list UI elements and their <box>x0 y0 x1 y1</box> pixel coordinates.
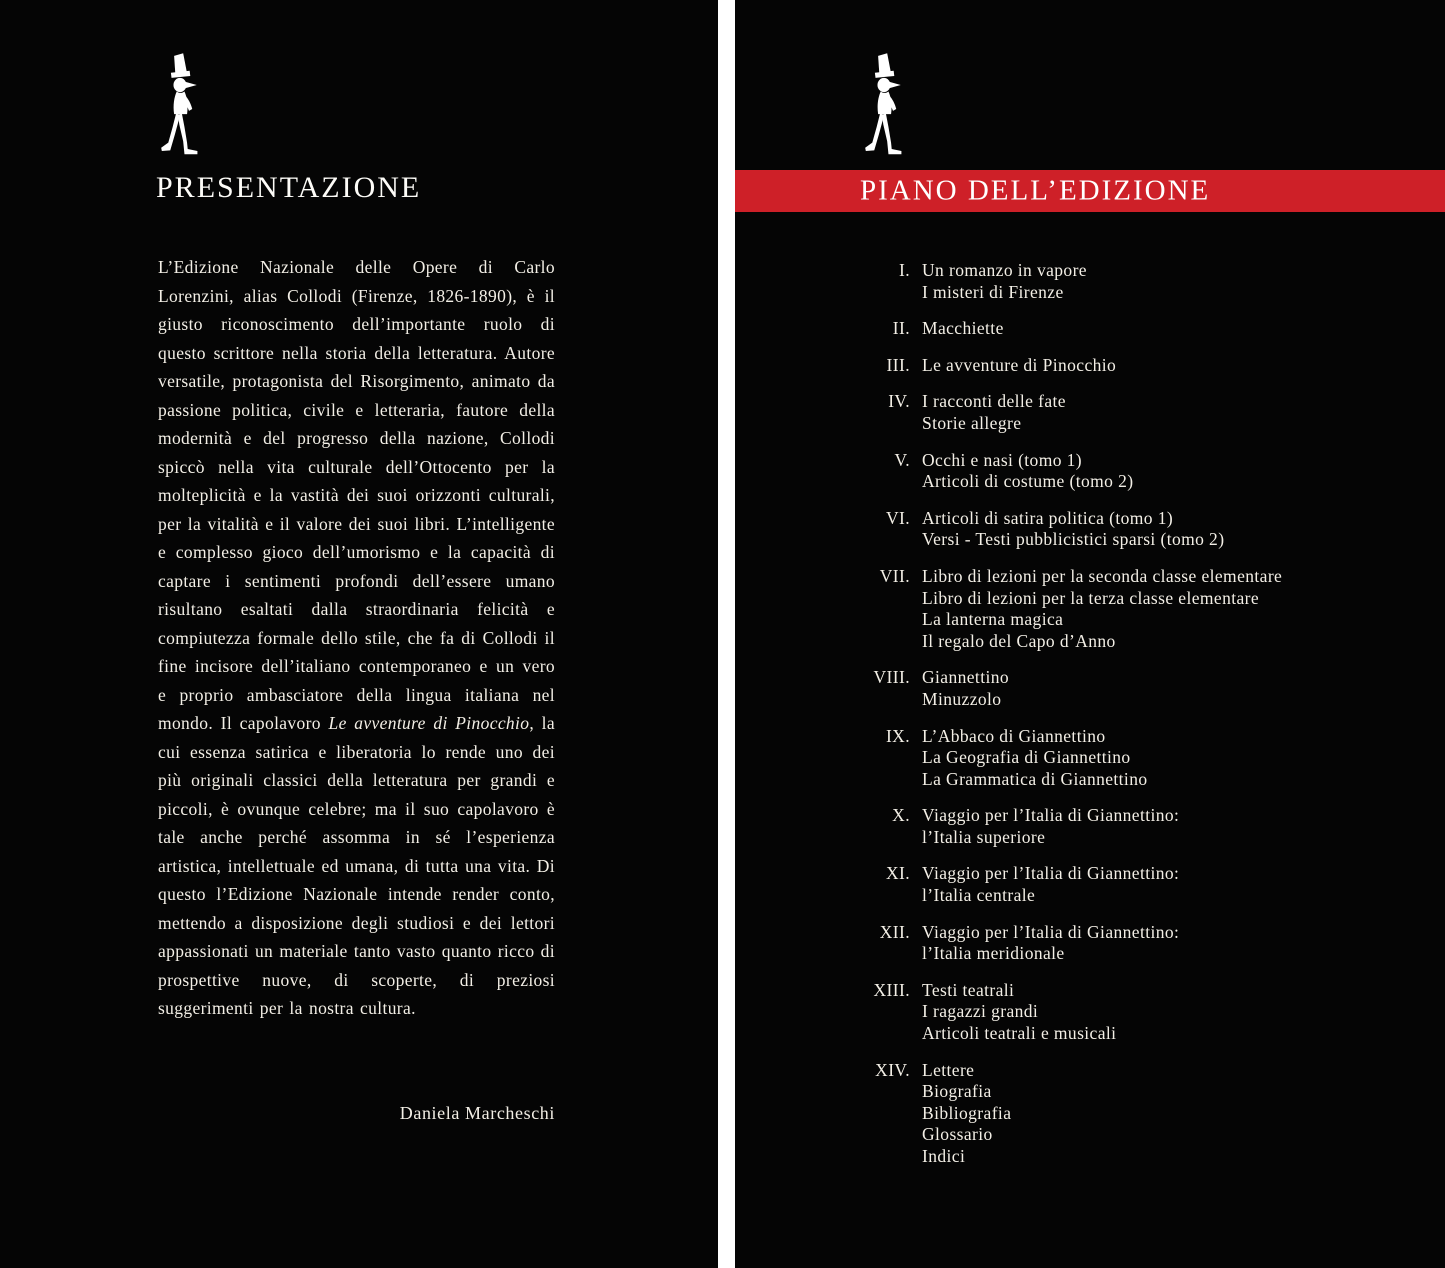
item-line: I racconti delle fate <box>922 391 1066 412</box>
edition-item-5 <box>735 450 1445 493</box>
presentation-text <box>158 253 555 1023</box>
item-numeral: XII. <box>879 921 910 942</box>
item-line: Biografia <box>922 1081 992 1102</box>
author-signature: Daniela Marcheschi <box>399 1103 555 1123</box>
item-line: Testi teatrali <box>922 979 1015 1000</box>
item-numeral: XIV. <box>875 1059 910 1080</box>
item-numeral: VII. <box>879 565 910 586</box>
item-numeral: X. <box>892 805 910 826</box>
item-numeral: III. <box>886 354 910 375</box>
edition-item-9 <box>735 726 1445 791</box>
item-line: I misteri di Firenze <box>922 281 1064 302</box>
item-line: Viaggio per l’Italia di Giannettino: <box>922 863 1180 884</box>
item-numeral: II. <box>892 318 910 339</box>
edition-item-1 <box>735 260 1445 303</box>
item-line: Macchiette <box>922 318 1004 339</box>
edition-item-8 <box>735 667 1445 710</box>
item-line: L’Abbaco di Giannettino <box>922 725 1106 746</box>
pinocchio-silhouette-icon <box>158 52 198 162</box>
item-line: I ragazzi grandi <box>922 1001 1039 1022</box>
item-numeral: VIII. <box>873 667 910 688</box>
item-numeral: VI. <box>885 507 910 528</box>
item-line: Giannettino <box>922 667 1010 688</box>
item-line: l’Italia meridionale <box>922 943 1065 964</box>
page-divider <box>718 0 735 1268</box>
item-line: Storie allegre <box>922 412 1022 433</box>
item-line: Il regalo del Capo d’Anno <box>922 630 1116 651</box>
item-line: l’Italia superiore <box>922 826 1046 847</box>
page-title: PIANO DELL’EDIZIONE <box>860 174 1211 207</box>
item-line: Glossario <box>922 1124 993 1145</box>
item-line: Lettere <box>922 1059 975 1080</box>
item-line: Libro di lezioni per la seconda classe elementare <box>922 565 1283 586</box>
item-line: Libro di lezioni per la terza classe elementare <box>922 587 1260 608</box>
edition-item-3 <box>735 355 1445 377</box>
item-line: Viaggio per l’Italia di Giannettino: <box>922 921 1180 942</box>
item-numeral: IV. <box>888 391 910 412</box>
item-line: Indici <box>922 1146 966 1166</box>
edition-list <box>735 260 1445 1183</box>
item-line: La lanterna magica <box>922 609 1064 630</box>
item-line: Occhi e nasi (tomo 1) <box>922 449 1083 470</box>
presentation-text-italic-title: Le avventure di Pinocchio <box>328 713 530 733</box>
item-line: La Geografia di Giannettino <box>922 747 1131 768</box>
pinocchio-silhouette-icon <box>862 52 902 162</box>
item-line: Articoli di satira politica (tomo 1) <box>922 507 1174 528</box>
item-numeral: I. <box>898 260 910 280</box>
item-line: Minuzzolo <box>922 688 1002 709</box>
title-banner <box>735 170 1445 212</box>
edition-item-2 <box>735 318 1445 340</box>
edition-plan-page <box>735 0 1445 1268</box>
edition-item-10 <box>735 805 1445 848</box>
edition-item-14 <box>735 1060 1445 1168</box>
page-title: PRESENTAZIONE <box>156 171 422 204</box>
edition-item-11 <box>735 863 1445 906</box>
item-numeral: XIII. <box>873 979 910 1000</box>
item-line: Articoli di costume (tomo 2) <box>922 471 1134 492</box>
item-line: Articoli teatrali e musicali <box>922 1023 1117 1044</box>
item-numeral: IX. <box>885 725 910 746</box>
presentation-page <box>0 0 718 1268</box>
item-line: Le avventure di Pinocchio <box>922 354 1117 375</box>
edition-item-12 <box>735 922 1445 965</box>
item-line: Viaggio per l’Italia di Giannettino: <box>922 805 1180 826</box>
item-numeral: XI. <box>885 863 910 884</box>
item-line: Versi - Testi pubblicistici sparsi (tomo 2) <box>922 529 1225 550</box>
edition-item-13 <box>735 980 1445 1045</box>
presentation-text-part1: L’Edizione Nazionale delle Opere di Carlo Lorenzini, alias Collodi (Firenze, 1826-1890), è il giusto riconoscimento dell’importante ruolo di questo scrittore nella storia della letteratura. Autore versatile, protagonista del Risorgimento, animato da passione politica, civile e letteraria, fautore della modernità e del progresso della nazione, Collodi spiccò nella vita culturale dell’Ottocento per la molteplicità e la vastità dei suoi orizzonti culturali, per la vitalità e il valore dei suoi libri. L’intelligente e complesso gioco dell’umorismo e la capacità di captare i sentimenti profondi dell’essere umano risultano esaltati dalla straordinaria felicità e compiutezza formale dello stile, che fa di Collodi il fine incisore dell’italiano contemporaneo e un vero e proprio ambasciatore della lingua italiana nel mondo. Il capolavoro <box>158 257 555 733</box>
item-numeral: V. <box>894 449 910 470</box>
item-line: l’Italia centrale <box>922 885 1036 906</box>
item-line: Un romanzo in vapore <box>922 260 1087 280</box>
edition-item-6 <box>735 508 1445 551</box>
edition-item-7 <box>735 566 1445 652</box>
item-line: Bibliografia <box>922 1102 1012 1123</box>
presentation-text-part2: , la cui essenza satirica e liberatoria lo rende uno dei più originali classici della letteratura per grandi e piccoli, è ovunque celebre; ma il suo capolavoro è tale anche perché assomma in sé l’esperienza artistica, intellettuale ed umana, di tutta una vita. Di questo l’Edizione Nazionale intende render conto, mettendo a disposizione degli studiosi e dei lettori appassionati un materiale tanto vasto quanto ricco di prospettive nuove, di scoperte, di preziosi suggerimenti per la nostra cultura. <box>158 713 556 1018</box>
edition-item-4 <box>735 391 1445 434</box>
item-line: La Grammatica di Giannettino <box>922 768 1148 789</box>
